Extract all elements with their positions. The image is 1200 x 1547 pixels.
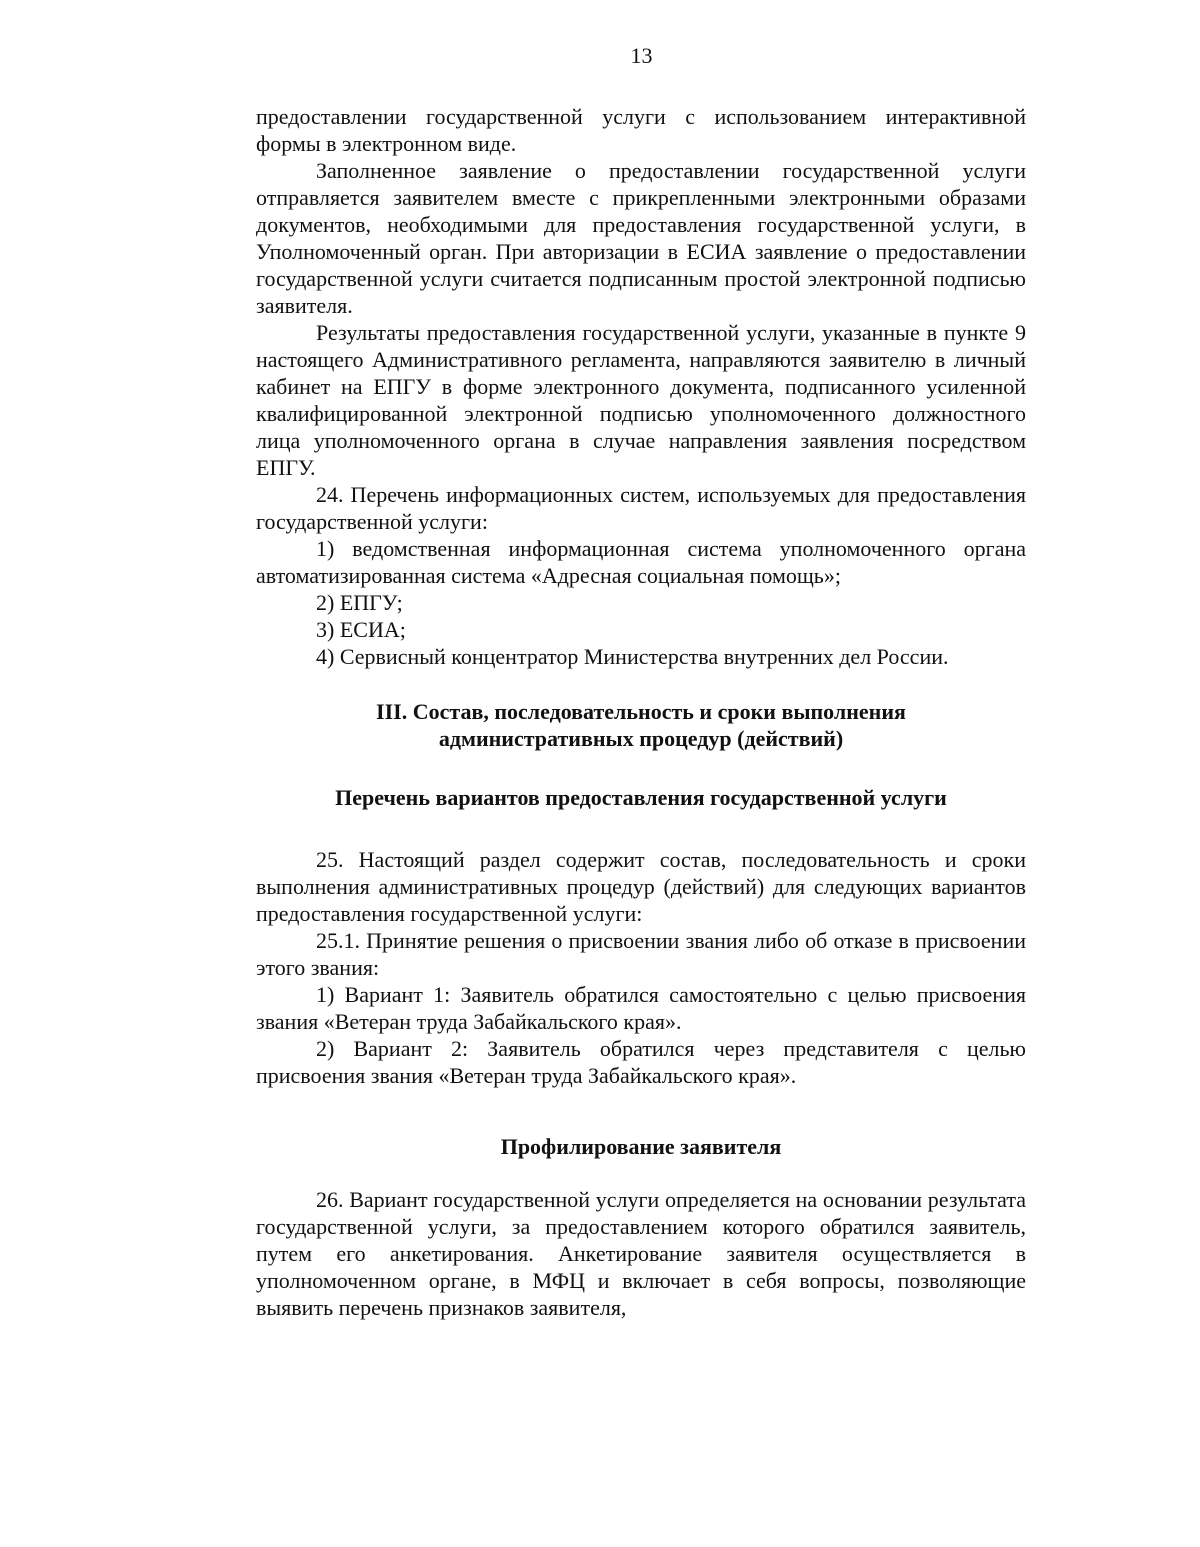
- document-body: [256, 103, 1026, 1321]
- paragraph-results: Результаты предоставления государственной услуги, указанные в пункте 9 настоящего Административного регламента, направляются заявителю в личный кабинет на ЕПГУ в форме электронного документа, подписанного усиленной квалифицированной электронной подписью уполномоченного должностного лица уполномоченного органа в случае направления заявления посредством ЕПГУ.: [256, 320, 1026, 480]
- paragraph-variant-1: 1) Вариант 1: Заявитель обратился самостоятельно с целью присвоения звания «Ветеран труда Забайкальского края».: [256, 982, 1026, 1034]
- list-item-3: 3) ЕСИА;: [316, 617, 406, 642]
- paragraph-item-25-1: 25.1. Принятие решения о присвоении звания либо об отказе в присвоении этого звания:: [256, 928, 1026, 980]
- list-item-1: 1) ведомственная информационная система уполномоченного органа автоматизированная система «Адресная социальная помощь»;: [256, 536, 1026, 588]
- subheading-profiling: Профилирование заявителя: [500, 1134, 782, 1159]
- page-number: 13: [630, 43, 653, 68]
- subheading-variants: Перечень вариантов предоставления государственной услуги: [335, 785, 947, 810]
- section-heading-line-1: III. Состав, последовательность и сроки выполнения: [376, 699, 906, 724]
- paragraph-filled-application: Заполненное заявление о предоставлении государственной услуги отправляется заявителем вместе с прикрепленными электронными образами документов, необходимыми для предоставления государственной услуги, в Уполномоченный орган. При авторизации в ЕСИА заявление о предоставлении государственной услуги считается подписанным простой электронной подписью заявителя.: [256, 158, 1026, 318]
- list-item-4: 4) Сервисный концентратор Министерства внутренних дел России.: [316, 644, 949, 669]
- paragraph-variant-2: 2) Вариант 2: Заявитель обратился через представителя с целью присвоения звания «Ветеран труда Забайкальского края».: [256, 1036, 1026, 1088]
- section-heading-line-2: административных процедур (действий): [438, 726, 844, 751]
- paragraph-item-26: 26. Вариант государственной услуги определяется на основании результата государственной услуги, за предоставлением которого обратился заявитель, путем его анкетирования. Анкетирование заявителя осуществляется в уполномоченном органе, в МФЦ и включает в себя вопросы, позволяющие выявить перечень признаков заявителя,: [256, 1187, 1026, 1320]
- paragraph-interactive-form: предоставлении государственной услуги с использованием интерактивной формы в электронном виде.: [256, 104, 1026, 156]
- paragraph-item-25: 25. Настоящий раздел содержит состав, последовательность и сроки выполнения административных процедур (действий) для следующих вариантов предоставления государственной услуги:: [256, 847, 1026, 926]
- paragraph-item-24: 24. Перечень информационных систем, используемых для предоставления государственной услуги:: [256, 482, 1026, 534]
- list-item-2: 2) ЕПГУ;: [316, 590, 403, 615]
